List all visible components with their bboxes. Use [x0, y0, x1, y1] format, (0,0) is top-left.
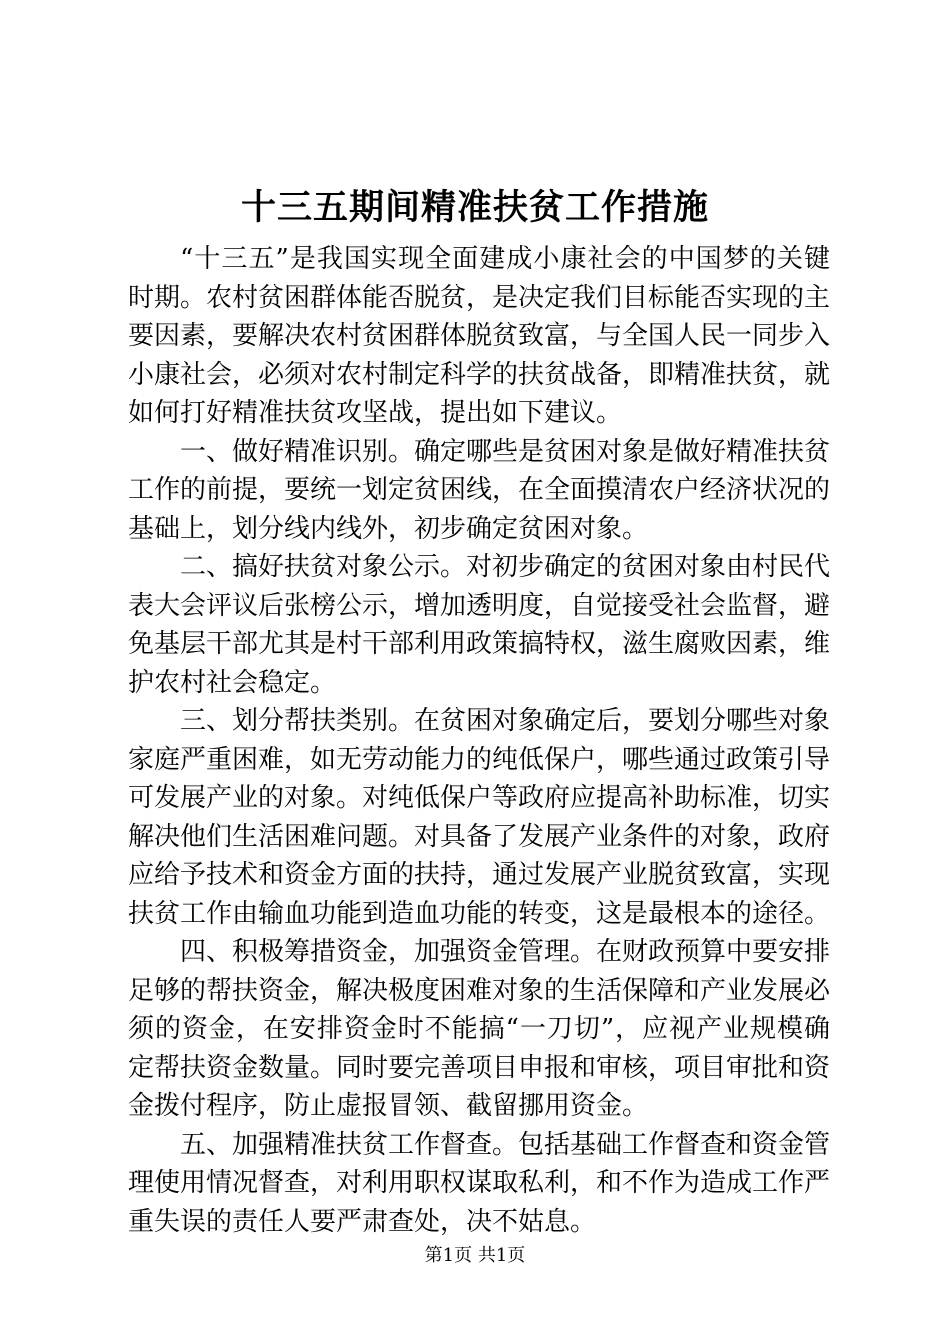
paragraph-point-2: 二、搞好扶贫对象公示。对初步确定的贫困对象由村民代表大会评议后张榜公示，增加透明度，自觉接受社会监督，避免基层干部尤其是村干部利用政策搞特权，滋生腐败因素，维护农村社会稳定。	[128, 552, 831, 698]
paragraph-point-3: 三、划分帮扶类别。在贫困对象确定后，要划分哪些对象家庭严重困难，如无劳动能力的纯低保户，哪些通过政策引导可发展产业的对象。对纯低保户等政府应提高补助标准，切实解决他们生活困难问题。对具备了发展产业条件的对象，政府应给予技术和资金方面的扶持，通过发展产业脱贫致富，实现扶贫工作由输血功能到造血功能的转变，这是最根本的途径。	[128, 706, 831, 929]
page-footer: 第1页 共1页	[424, 1245, 526, 1266]
paragraph-point-1: 一、做好精准识别。确定哪些是贫困对象是做好精准扶贫工作的前提，要统一划定贫困线，在全面摸清农户经济状况的基础上，划分线内线外，初步确定贫困对象。	[128, 436, 831, 544]
paragraph-point-4: 四、积极筹措资金，加强资金管理。在财政预算中要安排足够的帮扶资金，解决极度困难对象的生活保障和产业发展必须的资金，在安排资金时不能搞“一刀切”，应视产业规模确定帮扶资金数量。同时要完善项目申报和审核，项目审批和资金拨付程序，防止虚报冒领、截留挪用资金。	[128, 937, 831, 1121]
document-title: 十三五期间精准扶贫工作措施	[240, 187, 709, 228]
paragraph-intro: “十三五”是我国实现全面建成小康社会的中国梦的关键时期。农村贫困群体能否脱贫，是决定我们目标能否实现的主要因素，要解决农村贫困群体脱贫致富，与全国人民一同步入小康社会，必须对农村制定科学的扶贫战备，即精准扶贫，就如何打好精准扶贫攻坚战，提出如下建议。	[128, 244, 831, 428]
paragraph-point-5: 五、加强精准扶贫工作督查。包括基础工作督查和资金管理使用情况督查，对利用职权谋取私利，和不作为造成工作严重失误的责任人要严肃查处，决不姑息。	[128, 1129, 831, 1237]
document-body	[128, 240, 830, 1241]
